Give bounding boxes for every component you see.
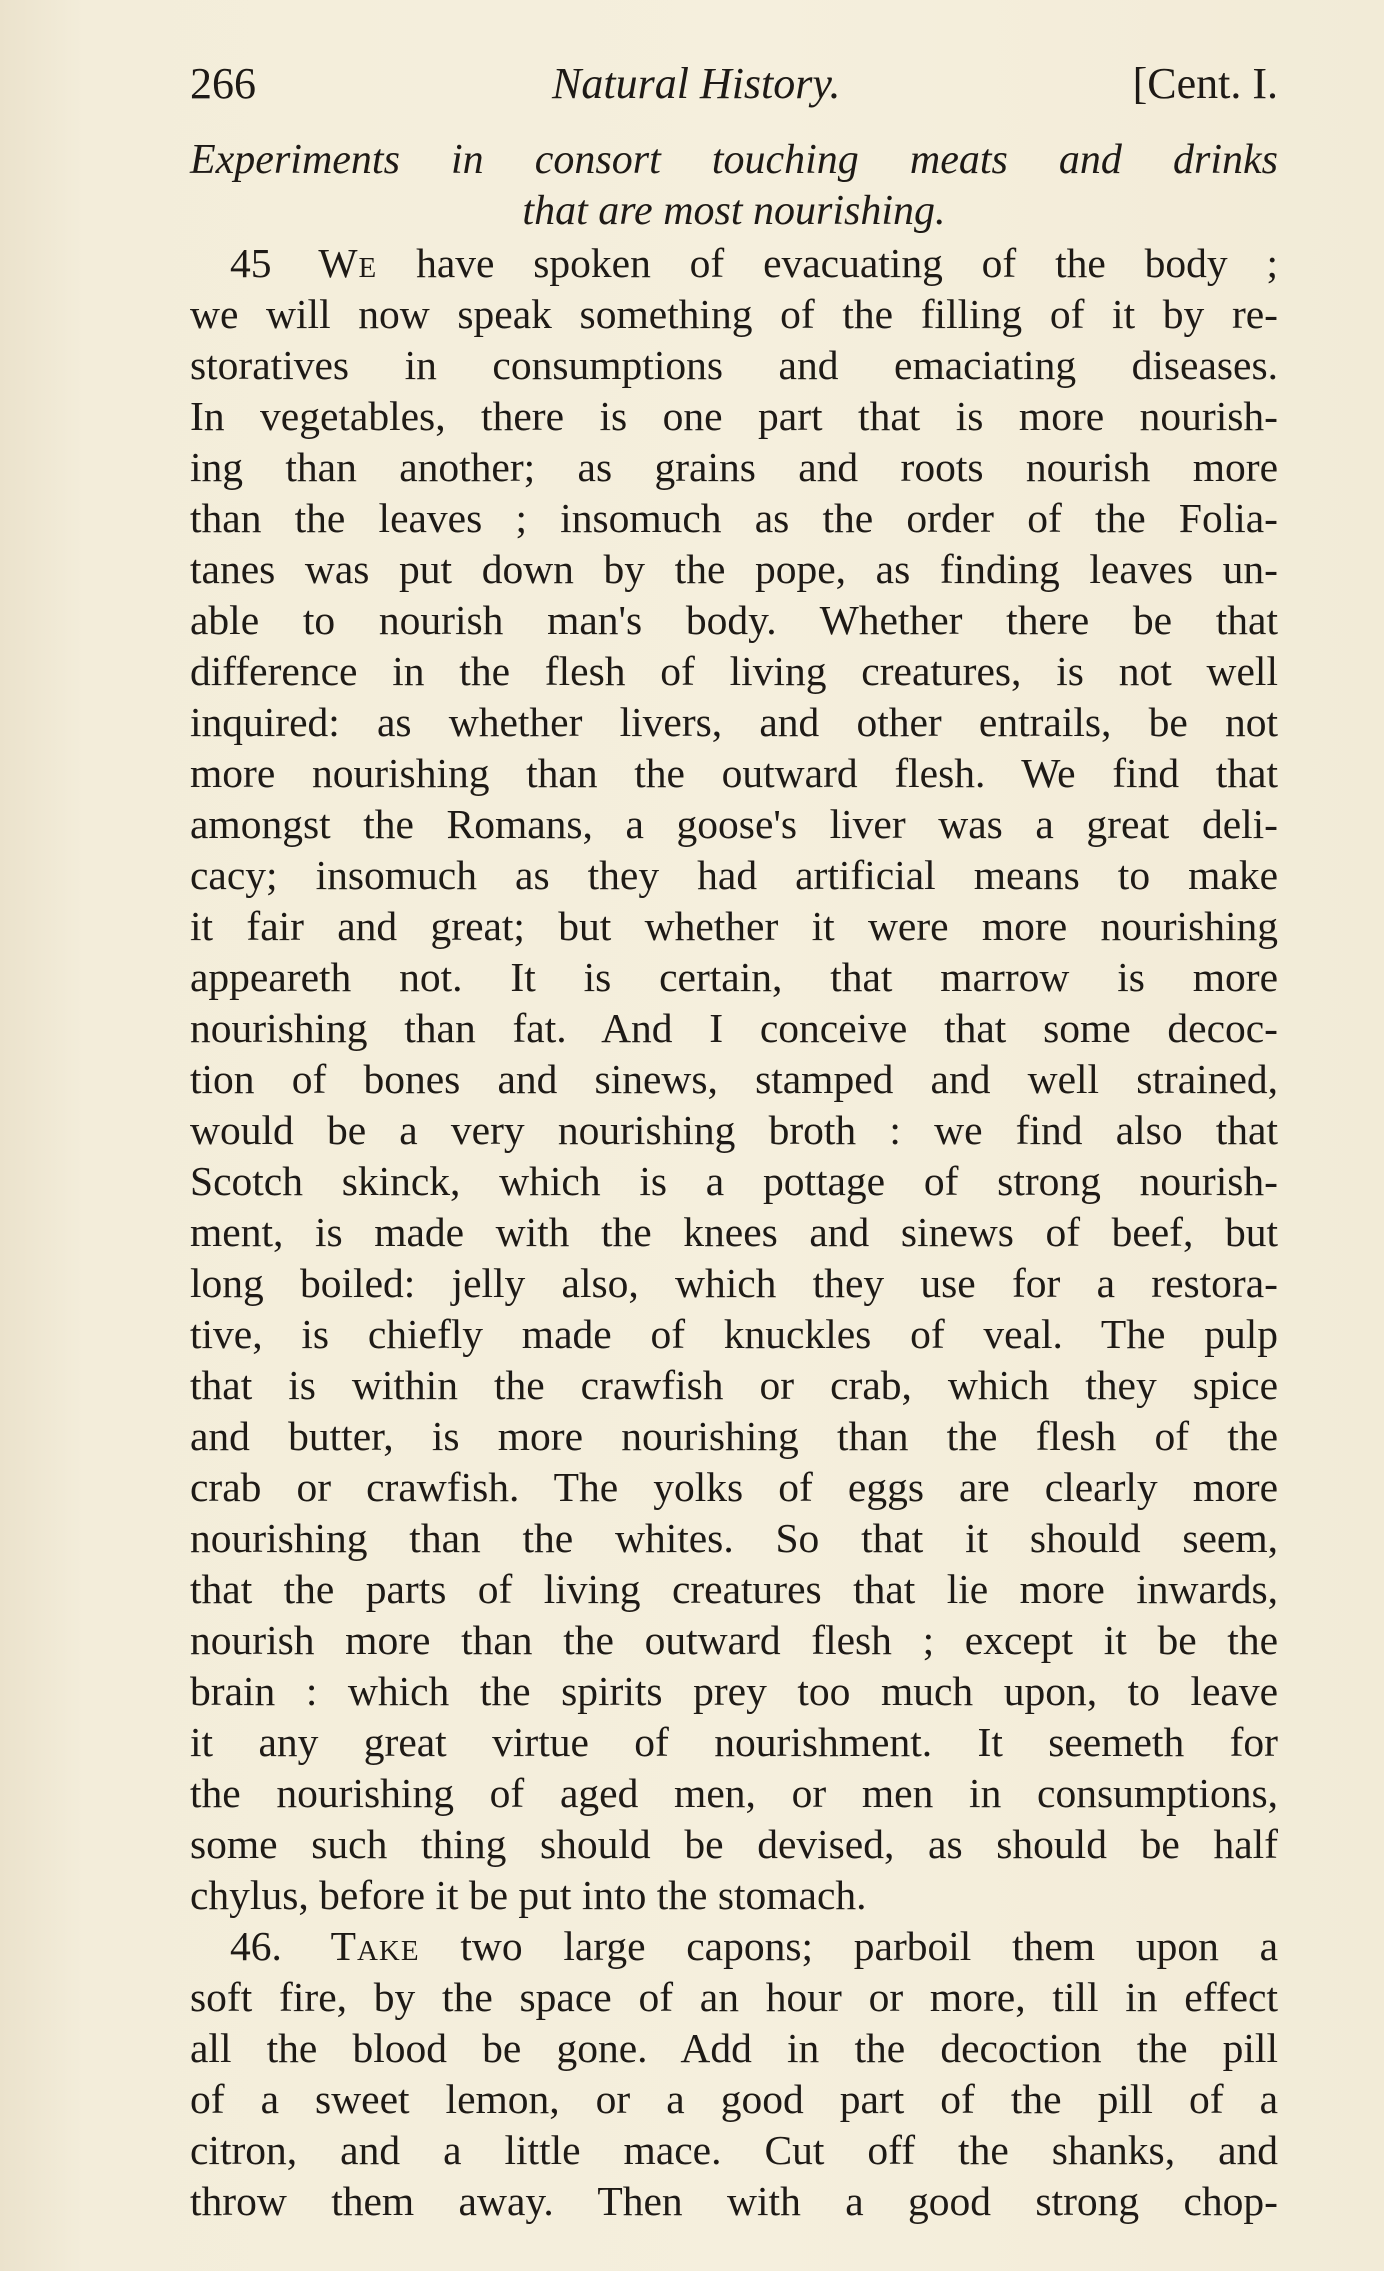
text-line: difference in the flesh of living creatures, is not well <box>190 648 1278 694</box>
text-line: crab or crawfish. The yolks of eggs are clearly more <box>190 1464 1278 1510</box>
text-line: nourishing than fat. And I conceive that some decoc- <box>190 1005 1278 1051</box>
text-line: citron, and a little mace. Cut off the shanks, and <box>190 2127 1278 2173</box>
text-line: and butter, is more nourishing than the flesh of the <box>190 1413 1278 1459</box>
text-line: tion of bones and sinews, stamped and well strained, <box>190 1056 1278 1102</box>
text-line: the nourishing of aged men, or men in consumptions, <box>190 1770 1278 1816</box>
text-line: it any great virtue of nourishment. It seemeth for <box>190 1719 1278 1765</box>
paragraph-first-line <box>190 238 1278 288</box>
text-line: tive, is chiefly made of knuckles of veal. The pulp <box>190 1311 1278 1357</box>
text-line: that the parts of living creatures that lie more inwards, <box>190 1566 1278 1612</box>
paragraph-number: 45 <box>230 240 272 286</box>
paragraph-first-word: We <box>318 240 378 286</box>
page-header <box>190 58 1278 128</box>
paragraph-first-line-text: two large capons; parboil them upon a <box>460 1923 1278 1969</box>
text-line: that is within the crawfish or crab, which they spice <box>190 1362 1278 1408</box>
section-heading-line-2: that are most nourishing. <box>522 188 946 234</box>
text-line: storatives in consumptions and emaciating diseases. <box>190 342 1278 388</box>
text-line: of a sweet lemon, or a good part of the pill of a <box>190 2076 1278 2122</box>
text-line: tanes was put down by the pope, as finding leaves un- <box>190 546 1278 592</box>
text-line: it fair and great; but whether it were more nourishing <box>190 903 1278 949</box>
text-line: would be a very nourishing broth : we find also that <box>190 1107 1278 1153</box>
text-line: inquired: as whether livers, and other entrails, be not <box>190 699 1278 745</box>
text-line: some such thing should be devised, as should be half <box>190 1821 1278 1867</box>
text-line: throw them away. Then with a good strong chop- <box>190 2178 1278 2224</box>
paragraph-first-line-text: have spoken of evacuating of the body ; <box>416 240 1278 286</box>
text-line: than the leaves ; insomuch as the order of the Folia- <box>190 495 1278 541</box>
page-number: 266 <box>190 59 256 108</box>
text-line: able to nourish man's body. Whether there be that <box>190 597 1278 643</box>
text-line: nourishing than the whites. So that it should seem, <box>190 1515 1278 1561</box>
text-line: ing than another; as grains and roots nourish more <box>190 444 1278 490</box>
text-line: amongst the Romans, a goose's liver was a great deli- <box>190 801 1278 847</box>
running-title: Natural History. <box>552 59 841 108</box>
text-line: long boiled: jelly also, which they use for a restora- <box>190 1260 1278 1306</box>
text-line: appeareth not. It is certain, that marrow is more <box>190 954 1278 1000</box>
text-line: ment, is made with the knees and sinews of beef, but <box>190 1209 1278 1255</box>
text-line: soft fire, by the space of an hour or more, till in effect <box>190 1974 1278 2020</box>
paragraph-first-word: Take <box>330 1923 420 1969</box>
text-line: more nourishing than the outward flesh. We find that <box>190 750 1278 796</box>
section-heading-line-1: Experiments in consort touching meats and drinks <box>190 137 1278 183</box>
text-line: chylus, before it be put into the stomach. <box>190 1872 867 1918</box>
paragraph-first-line <box>190 1921 1278 1971</box>
text-line: nourish more than the outward flesh ; except it be the <box>190 1617 1278 1663</box>
text-line: cacy; insomuch as they had artificial means to make <box>190 852 1278 898</box>
text-line: Scotch skinck, which is a pottage of strong nourish- <box>190 1158 1278 1204</box>
text-line: all the blood be gone. Add in the decoction the pill <box>190 2025 1278 2071</box>
paragraph-number: 46. <box>230 1923 282 1969</box>
text-line: brain : which the spirits prey too much upon, to leave <box>190 1668 1278 1714</box>
text-line: In vegetables, there is one part that is more nourish- <box>190 393 1278 439</box>
section-mark: [Cent. I. <box>1132 59 1278 108</box>
text-line: we will now speak something of the filling of it by re- <box>190 291 1278 337</box>
